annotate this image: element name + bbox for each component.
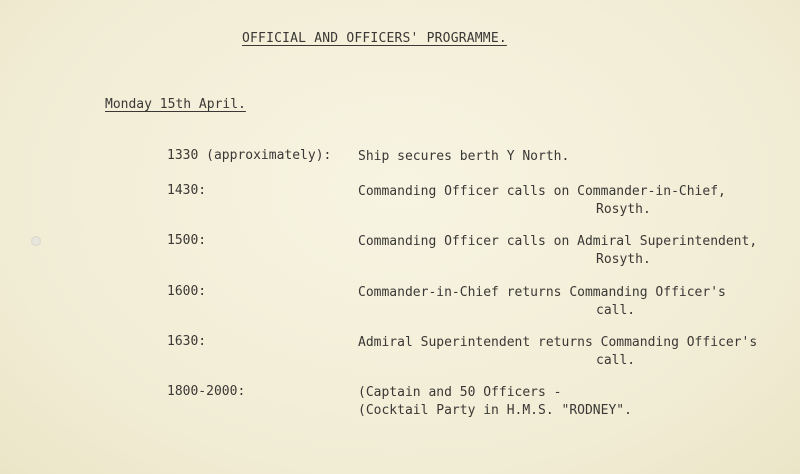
entry-line: (Cocktail Party in H.M.S. "RODNEY". (358, 403, 632, 418)
entry-time: 1600: (167, 284, 207, 299)
entry-line: Rosyth. (596, 202, 651, 217)
entry-time: 1500: (167, 233, 207, 248)
entry-line: Rosyth. (596, 252, 651, 267)
document-title: OFFICIAL AND OFFICERS' PROGRAMME. (242, 31, 507, 46)
entry-description (358, 384, 632, 420)
entry-line: Commanding Officer calls on Commander-in-Chief, (358, 184, 726, 199)
punch-hole (31, 236, 41, 246)
entry-description (358, 183, 726, 219)
entry-time: 1630: (167, 334, 207, 349)
entry-line: call. (596, 353, 636, 368)
entry-time: 1330 (approximately): (167, 148, 332, 163)
entry-line: Admiral Superintendent returns Commanding Officer's (358, 335, 758, 350)
entry-line: Commander-in-Chief returns Commanding Officer's (358, 285, 726, 300)
entry-line: call. (596, 303, 636, 318)
entry-description (358, 284, 726, 320)
entry-description (358, 334, 757, 370)
entry-time: 1800-2000: (167, 384, 246, 399)
entry-line: Commanding Officer calls on Admiral Superintendent, (358, 234, 758, 249)
date-heading: Monday 15th April. (105, 97, 246, 112)
entry-line: (Captain and 50 Officers - (358, 385, 562, 400)
entry-description (358, 233, 757, 269)
entry-description (358, 148, 569, 166)
entry-line: Ship secures berth Y North. (358, 149, 570, 164)
entry-time: 1430: (167, 183, 207, 198)
